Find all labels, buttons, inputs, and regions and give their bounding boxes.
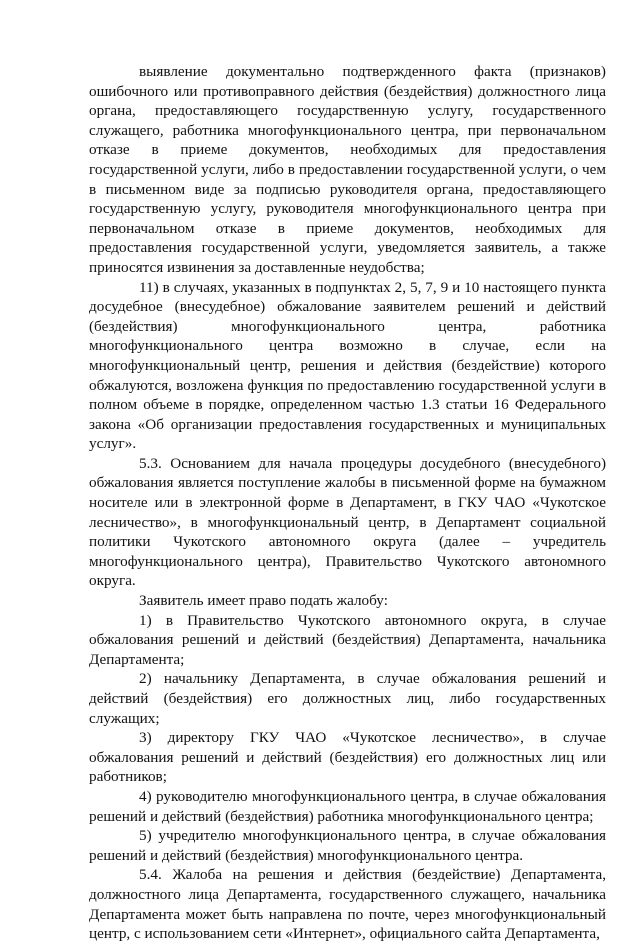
paragraph-complaint-target-1: 1) в Правительство Чукотского автономного округа, в случае обжалования решений и действий (бездействия) Департамента, начальника Департамента; <box>89 611 606 668</box>
paragraph-complaint-target-5: 5) учредителю многофункционального центра, в случае обжалования решений и действий (бездействия) многофункционального центра. <box>89 827 606 864</box>
paragraph-right-to-complain: Заявитель имеет право подать жалобу: <box>139 592 388 610</box>
paragraph-complaint-target-3: 3) директору ГКУ ЧАО «Чукотское лесничество», в случае обжалования решений и действий (бездействия) его должностных лиц или работников; <box>89 729 606 786</box>
paragraph-grounds-for-apology: выявление документально подтвержденного факта (признаков) ошибочного или противоправного действия (бездействия) должностного лица органа, предоставляющего государственную услугу, государственного служащего, работника многофункционального центра, при первоначальном отказе в приеме документов, необходимых для предоставления государственной услуги, либо в предоставлении государственной услуги, о чем в письменном виде за подписью руководителя органа, предоставляющего государственную услугу, руководителя многофункционального центра при первоначальном отказе в приеме документов, необходимых для предоставления государственной услуги, уведомляется заявитель, а также приносятся извинения за доставленные неудобства; <box>89 63 606 276</box>
paragraph-complaint-target-4: 4) руководителю многофункционального центра, в случае обжалования решений и действий (бездействия) работника многофункционального центра; <box>89 787 606 825</box>
paragraph-section-5-4: 5.4. Жалоба на решения и действия (бездействие) Департамента, должностного лица Департамента, государственного служащего, начальника Департамента может быть направлена по почте, через многофункциональный центр, с использованием сети «Интернет», официального сайта Департамента, <box>89 866 606 943</box>
paragraph-item-11: 11) в случаях, указанных в подпунктах 2, 5, 7, 9 и 10 настоящего пункта досудебное (внесудебное) обжалование заявителем решений и действий (бездействия) многофункционального центра, работника многофункционального центра возможно в случае, если на многофункциональный центр, решения и действия (бездействие) которого обжалуются, возложена функция по предоставлению государственной услуги в полном объеме в порядке, определенном частью 1.3 статьи 16 Федерального закона «Об организации предоставления государственных и муниципальных услуг». <box>89 278 606 453</box>
paragraph-section-5-3: 5.3. Основанием для начала процедуры досудебного (внесудебного) обжалования является поступление жалобы в письменной форме на бумажном носителе или в электронной форме в Департамент, в ГКУ ЧАО «Чукотское лесничество», в многофункциональный центр, в Департамент социальной политики Чукотского автономного округа (далее – учредитель многофункционального центра), Правительство Чукотского автономного округа. <box>89 454 606 590</box>
paragraph-complaint-target-2: 2) начальнику Департамента, в случае обжалования решений и действий (бездействия) его должностных лиц, либо государственных служащих; <box>89 670 606 727</box>
